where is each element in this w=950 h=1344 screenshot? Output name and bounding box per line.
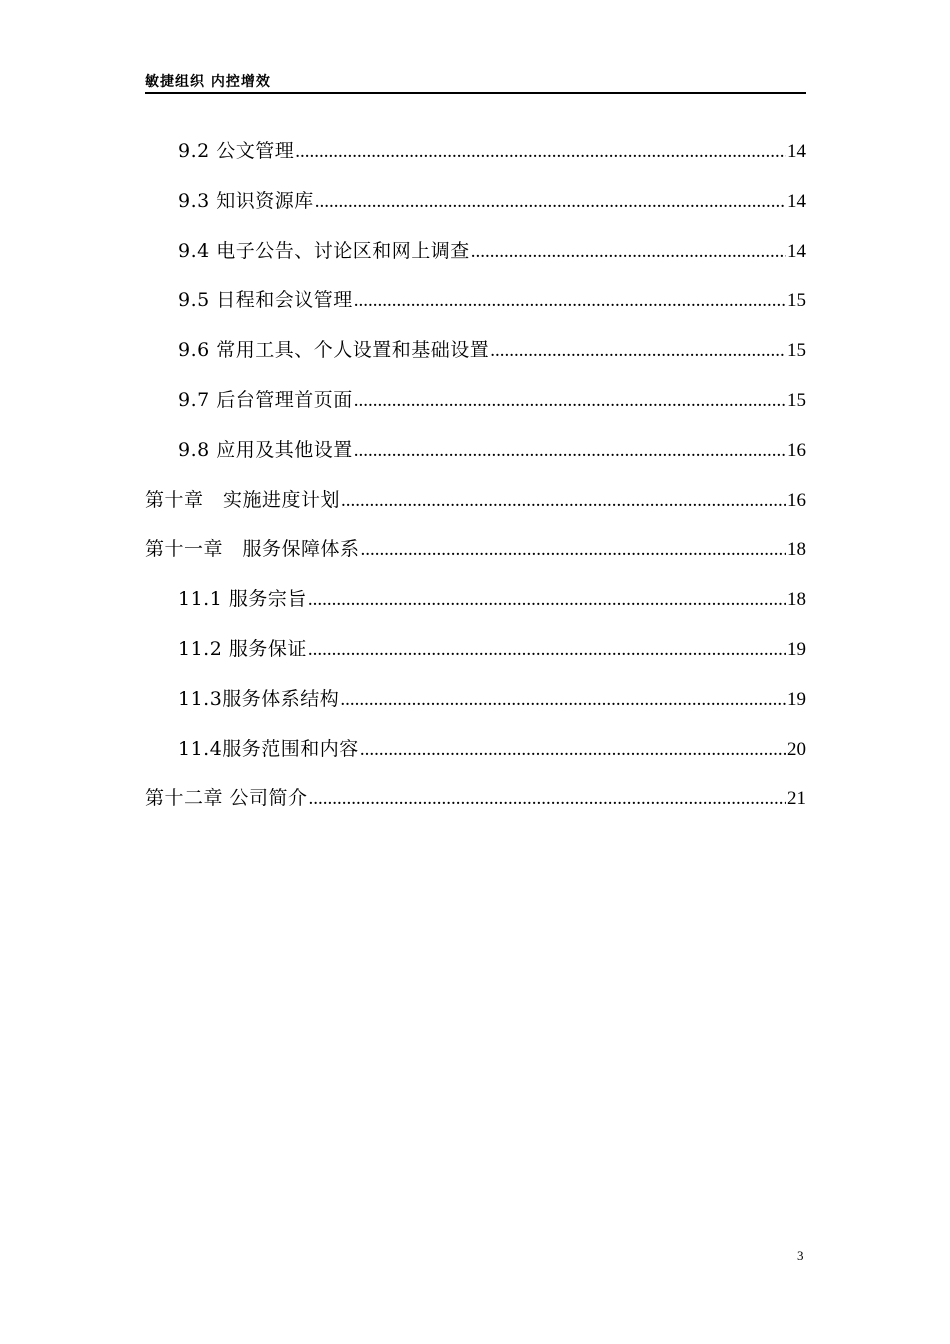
toc-entry-page: 14	[787, 240, 806, 262]
toc-entry-title: 9.7 后台管理首页面	[178, 388, 353, 411]
toc-entry-title: 11.3服务体系结构	[178, 687, 340, 710]
toc-dot-leader	[295, 139, 786, 165]
toc-entry-title: 11.1 服务宗旨	[178, 588, 307, 611]
toc-entry-title: 11.2 服务保证	[178, 637, 307, 660]
toc-dot-leader	[354, 288, 786, 314]
toc-entry-page: 19	[787, 688, 806, 710]
toc-entry-title: 9.5 日程和会议管理	[178, 289, 353, 312]
toc-entry[interactable]	[145, 636, 806, 686]
toc-entry-title: 第十二章 公司简介	[145, 787, 308, 810]
toc-entry-page: 21	[787, 788, 806, 810]
toc-entry[interactable]	[145, 437, 806, 487]
toc-entry-page: 14	[787, 190, 806, 212]
toc-entry-page: 14	[787, 141, 806, 162]
toc-entry-page: 20	[787, 738, 806, 760]
page-header	[145, 70, 806, 94]
toc-entry-title: 9.6 常用工具、个人设置和基础设置	[178, 339, 490, 362]
toc-entry-page: 16	[787, 439, 806, 461]
toc-entry-title: 9.3 知识资源库	[178, 189, 314, 212]
toc-entry[interactable]	[145, 287, 806, 337]
toc-dot-leader	[308, 587, 786, 613]
toc-entry-page: 18	[787, 539, 806, 561]
toc-entry-page: 18	[787, 589, 806, 611]
toc-dot-leader	[309, 786, 786, 812]
toc-dot-leader	[360, 737, 786, 763]
toc-entry-page: 15	[787, 389, 806, 411]
toc-entry-page: 15	[787, 340, 806, 362]
toc-dot-leader	[490, 338, 786, 364]
toc-entry-page: 16	[787, 489, 806, 511]
toc-dot-leader	[354, 388, 786, 414]
toc-entry[interactable]	[145, 387, 806, 437]
toc-entry[interactable]	[145, 686, 806, 736]
header-title: 敏捷组织 内控增效	[145, 74, 271, 90]
toc-entry[interactable]	[145, 487, 806, 537]
toc-entry-page: 15	[787, 290, 806, 312]
toc-entry-title: 9.8 应用及其他设置	[178, 438, 353, 461]
toc-entry-title: 11.4服务范围和内容	[178, 737, 359, 760]
toc-entry[interactable]	[145, 586, 806, 636]
toc-entry[interactable]	[145, 736, 806, 786]
toc-dot-leader	[308, 637, 786, 663]
toc-dot-leader	[471, 239, 786, 265]
toc-entry[interactable]	[145, 536, 806, 586]
toc-dot-leader	[341, 488, 786, 514]
toc-dot-leader	[315, 189, 786, 215]
toc-entry-title: 第十一章 服务保障体系	[145, 538, 360, 561]
toc-entry[interactable]	[145, 238, 806, 288]
toc-entry-title: 9.2 公文管理	[178, 140, 295, 162]
toc-dot-leader	[354, 438, 786, 464]
toc-dot-leader	[340, 687, 786, 713]
table-of-contents	[145, 138, 806, 835]
toc-entry[interactable]	[145, 188, 806, 238]
toc-dot-leader	[361, 537, 786, 563]
toc-entry[interactable]	[145, 337, 806, 387]
toc-entry-page: 19	[787, 638, 806, 660]
toc-entry-title: 9.4 电子公告、讨论区和网上调查	[178, 239, 470, 262]
page-number: 3	[797, 1248, 804, 1263]
toc-entry[interactable]	[145, 785, 806, 835]
toc-entry-title: 第十章 实施进度计划	[145, 488, 341, 511]
toc-entry[interactable]	[145, 138, 806, 188]
